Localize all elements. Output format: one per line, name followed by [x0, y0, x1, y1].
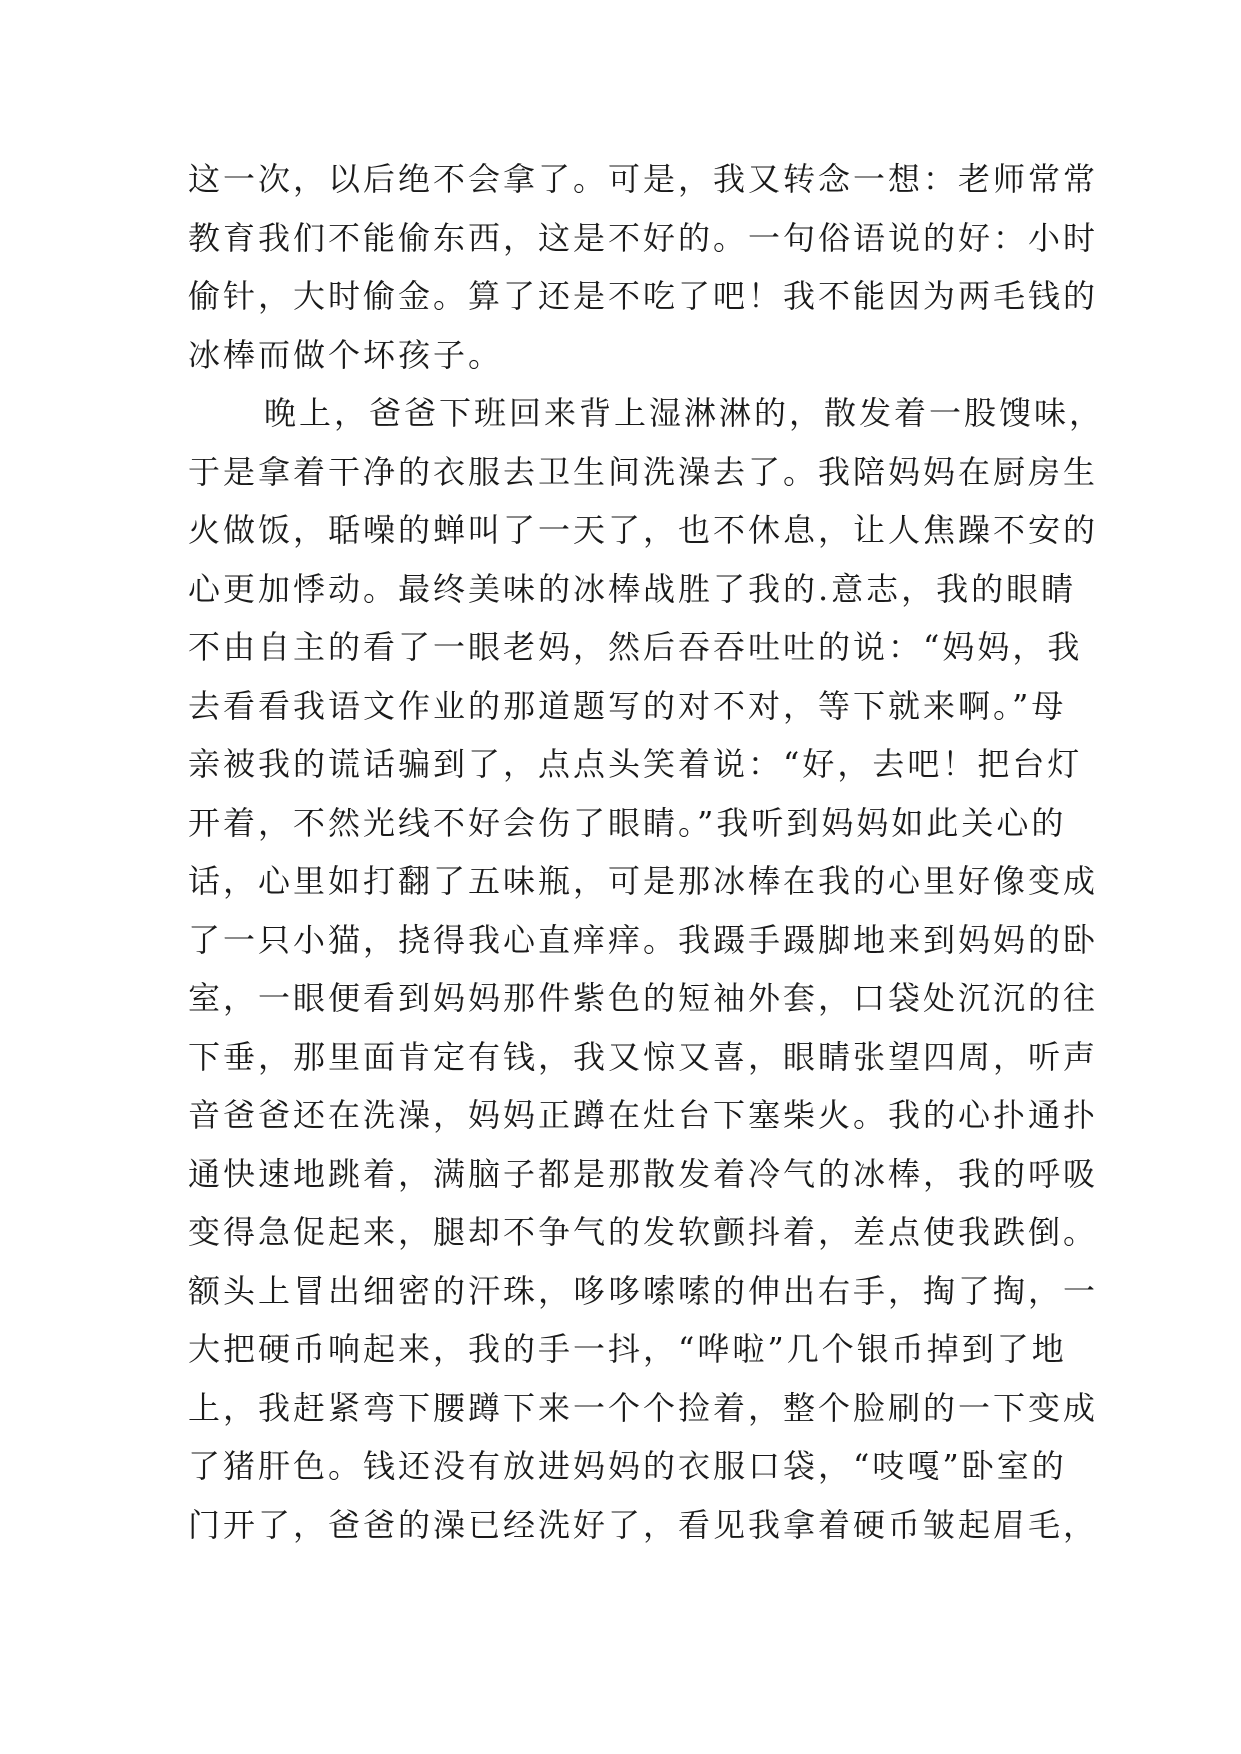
text-line: 额头上冒出细密的汗珠，哆哆嗦嗦的伸出右手，掏了掏，一	[188, 1271, 1099, 1310]
text-line: 去看看我语文作业的那道题写的对不对，等下就来啊。”母	[188, 686, 1067, 725]
text-line: 大把硬币响起来，我的手一抖，“哗啦”几个银币掉到了地	[188, 1330, 1067, 1368]
text-line: 了一只小猫，挠得我心直痒痒。我蹑手蹑脚地来到妈妈的卧	[188, 920, 1099, 959]
text-line: 教育我们不能偷东西，这是不好的。一句俗语说的好：小时	[188, 218, 1099, 257]
text-line: 话，心里如打翻了五味瓶，可是那冰棒在我的心里好像变成	[188, 862, 1099, 900]
text-line: 下垂，那里面肯定有钱，我又惊又喜，眼睛张望四周，听声	[188, 1037, 1099, 1076]
text-line: 音爸爸还在洗澡，妈妈正蹲在灶台下塞柴火。我的心扑通扑	[188, 1096, 1099, 1134]
text-line: 门开了，爸爸的澡已经洗好了，看见我拿着硬币皱起眉毛，	[188, 1505, 1099, 1544]
body-text	[188, 150, 1105, 1554]
text-line: 通快速地跳着，满脑子都是那散发着冷气的冰棒，我的呼吸	[188, 1154, 1099, 1193]
text-line: 偷针，大时偷金。算了还是不吃了吧！我不能因为两毛钱的	[188, 277, 1099, 315]
text-line: 变得急促起来，腿却不争气的发软颤抖着，差点使我跌倒。	[188, 1213, 1099, 1251]
text-line: 冰棒而做个坏孩子。	[188, 335, 504, 374]
text-line: 室，一眼便看到妈妈那件紫色的短袖外套，口袋处沉沉的往	[188, 979, 1099, 1017]
text-line: 心更加悸动。最终美味的冰棒战胜了我的.意志，我的眼睛	[188, 569, 1077, 608]
text-line: 不由自主的看了一眼老妈，然后吞吞吐吐的说：“妈妈，我	[188, 628, 1083, 666]
text-line: 这一次，以后绝不会拿了。可是，我又转念一想：老师常常	[188, 160, 1099, 198]
paragraph-first-line: 晚上，爸爸下班回来背上湿淋淋的，散发着一股馊味，	[264, 394, 1105, 432]
text-line: 了猪肝色。钱还没有放进妈妈的衣服口袋，“吱嘎”卧室的	[188, 1447, 1067, 1485]
text-line: 上，我赶紧弯下腰蹲下来一个个捡着，整个脸刷的一下变成	[188, 1388, 1099, 1427]
text-line: 于是拿着干净的衣服去卫生间洗澡去了。我陪妈妈在厨房生	[188, 452, 1099, 491]
text-line: 开着，不然光线不好会伤了眼睛。”我听到妈妈如此关心的	[188, 803, 1067, 842]
text-line: 火做饭，聒噪的蝉叫了一天了，也不休息，让人焦躁不安的	[188, 511, 1099, 549]
text-line: 亲被我的谎话骗到了，点点头笑着说：“好，去吧！把台灯	[188, 745, 1083, 783]
